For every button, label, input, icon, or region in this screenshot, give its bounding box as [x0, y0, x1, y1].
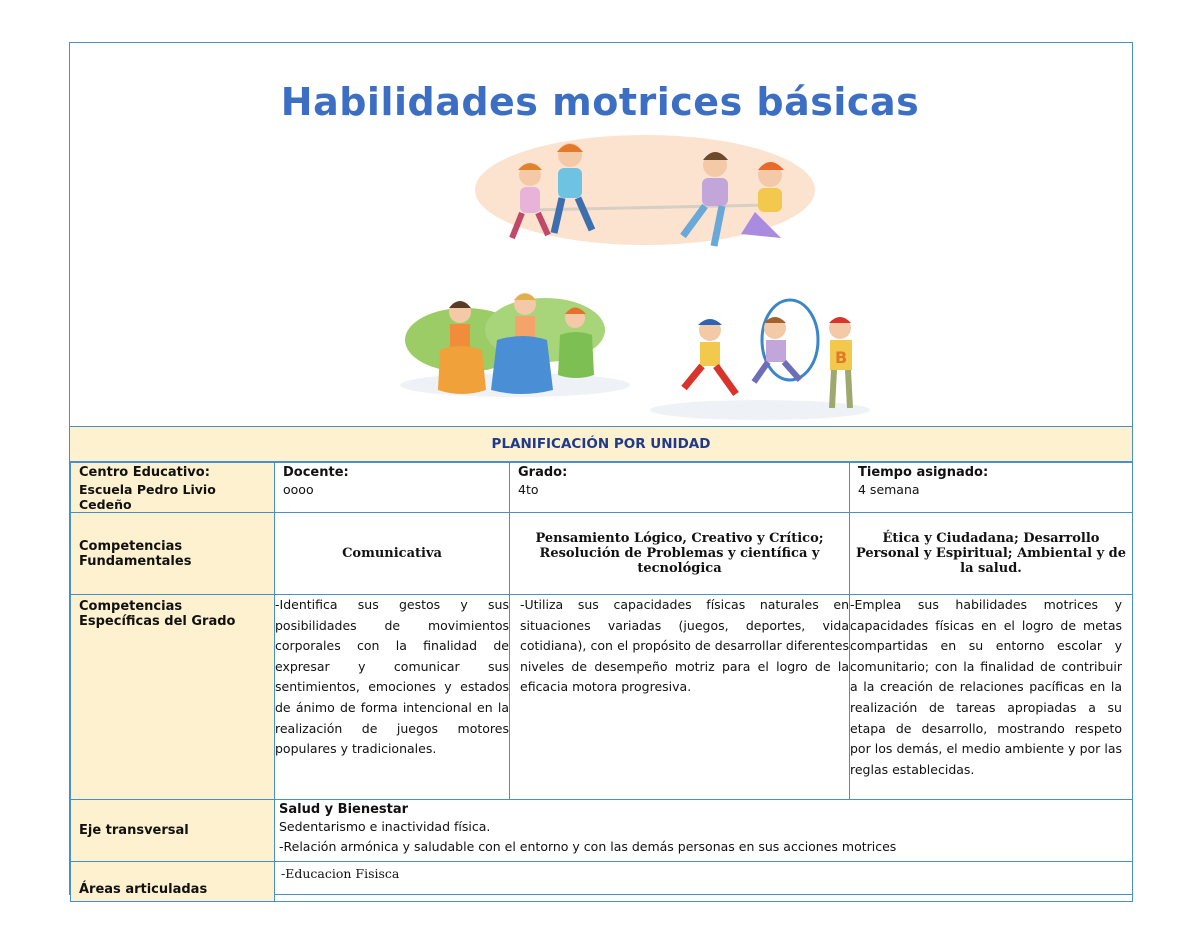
page-title: Habilidades motrices básicas [280, 80, 920, 124]
info-cell-tiempo [850, 463, 1133, 513]
centro-label: Centro Educativo: [79, 465, 210, 480]
eje-title: Salud y Bienestar [279, 802, 409, 817]
info-cell-grado [510, 463, 850, 513]
eje-line-2: -Relación armónica y saludable con el entorno y con las demás personas en sus acciones motrices [279, 839, 897, 854]
eje-line-1: Sedentarismo e inactividad física. [279, 819, 491, 834]
svg-text:B: B [835, 348, 848, 367]
competencia-etica: Ética y Ciudadana; Desarrollo Personal y Espiritual; Ambiental y de la salud. [850, 513, 1133, 595]
tug-of-war-illustration [470, 130, 815, 260]
tiempo-value: 4 semana [858, 482, 920, 497]
competencia-pensamiento: Pensamiento Lógico, Creativo y Crítico; Resolución de Problemas y científica y tecnológica [510, 513, 850, 595]
plan-title: PLANIFICACIÓN POR UNIDAD [70, 426, 1132, 462]
areas-articuladas-content [275, 862, 1133, 902]
competencia-especifica-2: -Utiliza sus capacidades físicas naturales en situaciones variadas (juegos, deportes, vida cotidiana), con el propósito de desarrollar diferentes niveles de desempeño motriz para el logro de la eficacia motora progresiva. [510, 595, 850, 800]
sack-race-illustration [395, 290, 630, 400]
competencia-especifica-3: -Emplea sus habilidades motrices y capacidades físicas en el logro de metas compartidas en su entorno escolar y comunitario; con la finalidad de contribuir a la creación de relaciones pacíficas en la realización de tareas apropiadas a su etapa de desarrollo, mostrando respeto por los demás, el medio ambiente y por las reglas establecidas. [850, 595, 1133, 800]
competencia-especifica-1: -Identifica sus gestos y sus posibilidades de movimientos corporales con la finalidad de expresar y comunicar sus sentimientos, emociones y estados de ánimo de forma intencional en la realización de juegos motores populares y tradicionales. [275, 595, 510, 800]
competencia-comunicativa: Comunicativa [275, 513, 510, 595]
areas-value: -Educacion Fisisca [281, 866, 400, 881]
eje-transversal-content [275, 800, 1133, 862]
docente-label: Docente: [283, 465, 349, 480]
planning-table [70, 462, 1133, 902]
grado-value: 4to [518, 482, 539, 497]
centro-value: Escuela Pedro Livio Cedeño [79, 482, 216, 512]
info-cell-centro [71, 463, 275, 513]
grado-label: Grado: [518, 465, 568, 480]
competencias-especificas-label: Competencias Específicas del Grado [71, 595, 275, 800]
eje-transversal-label: Eje transversal [71, 800, 275, 862]
info-cell-docente [275, 463, 510, 513]
running-kids-illustration [640, 295, 870, 420]
areas-articuladas-label: Áreas articuladas [71, 862, 275, 902]
docente-value: oooo [283, 482, 314, 497]
tiempo-label: Tiempo asignado: [858, 465, 989, 480]
competencias-fundamentales-label: Competencias Fundamentales [71, 513, 275, 595]
